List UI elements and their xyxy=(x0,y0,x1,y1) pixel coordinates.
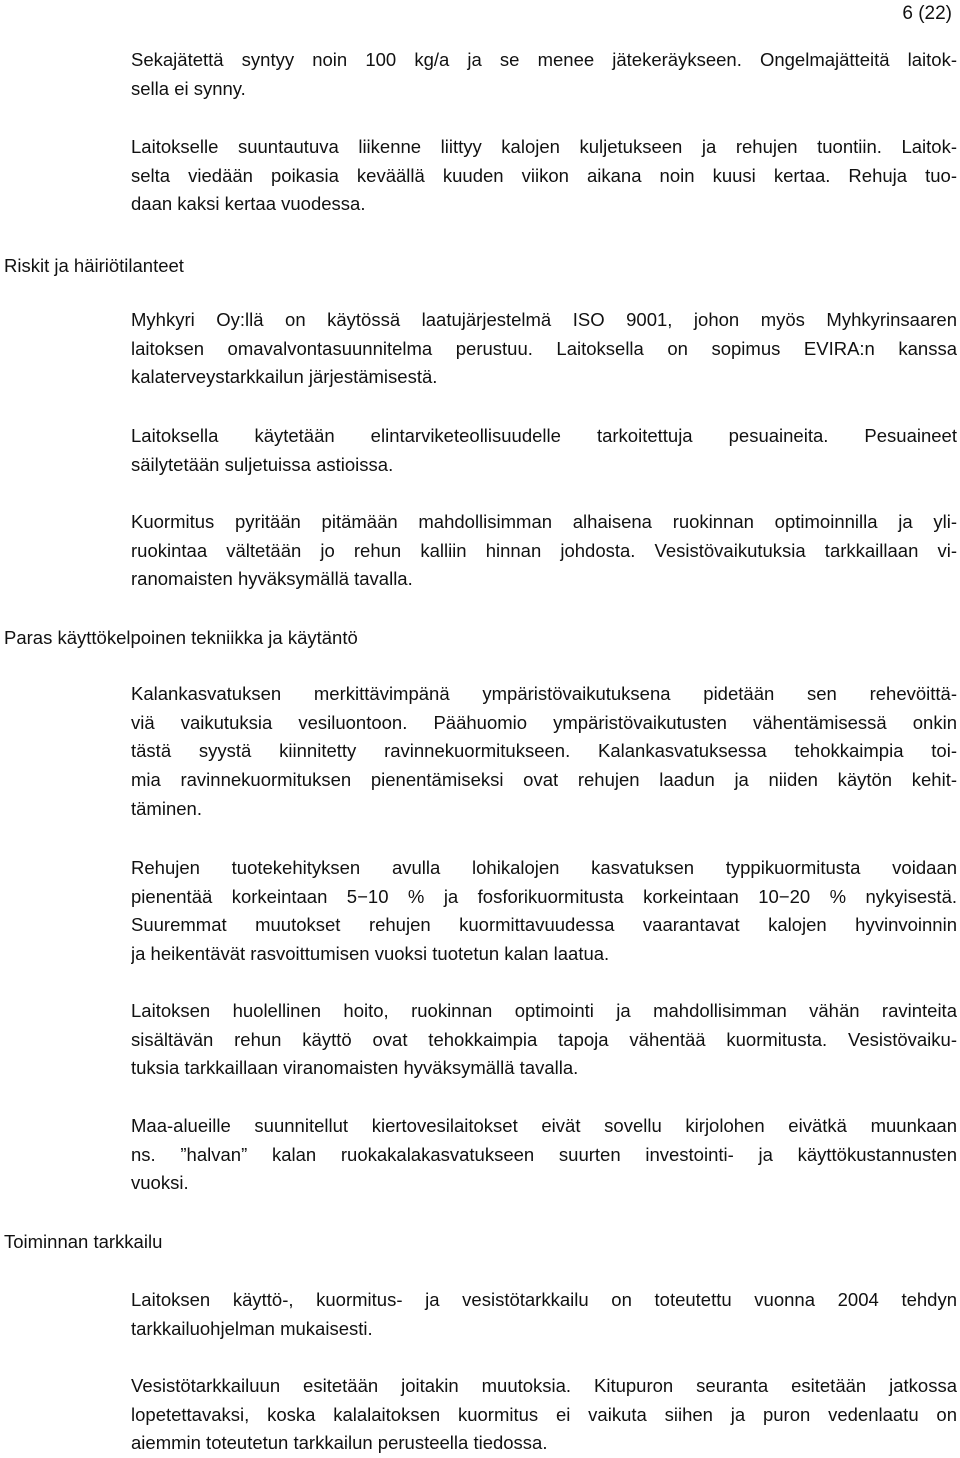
text-line: Vesistötarkkailuun esitetään joitakin muutoksia. Kitupuron seuranta esitetään jatkossa xyxy=(131,1375,957,1396)
text-line: selta viedään poikasia keväällä kuuden viikon aikana noin kuusi kertaa. Rehuja tuo- xyxy=(131,164,957,186)
text-line: ns. ”halvan” kalan ruokakalakasvatukseen suurten investointi- ja käyttökustannusten xyxy=(131,1143,957,1165)
section-heading-monitoring: Toiminnan tarkkailu xyxy=(4,1231,163,1252)
text-line: sisältävän rehun käyttö ovat tehokkaimpia tapoja vähentää kuormitusta. Vesistövaiku- xyxy=(131,1028,957,1050)
text-line: täminen. xyxy=(131,797,202,819)
paragraph-quality-system xyxy=(131,306,957,392)
text-line: ruokintaa vältetään jo rehun kalliin hinnan johdosta. Vesistövaikutuksia tarkkaillaan vi- xyxy=(131,539,957,561)
text-line: viä vaikutuksia vesiluontoon. Päähuomio ympäristövaikutusten vähentämisessä onkin xyxy=(131,711,957,733)
paragraph-monitoring-changes xyxy=(131,1372,957,1458)
text-line: Myhkyri Oy:llä on käytössä laatujärjestelmä ISO 9001, johon myös Myhkyrinsaaren xyxy=(131,309,957,330)
text-line: Kalankasvatuksen merkittävimpänä ympäristövaikutuksena pidetään sen rehevöittä- xyxy=(131,683,957,704)
paragraph-monitoring-program xyxy=(131,1286,957,1343)
text-line: Kuormitus pyritään pitämään mahdollisimman alhaisena ruokinnan optimoinnilla ja yli- xyxy=(131,511,957,532)
text-line: Rehujen tuotekehityksen avulla lohikalojen kasvatuksen typpikuormitusta voidaan xyxy=(131,857,957,878)
text-line: tarkkailuohjelman mukaisesti. xyxy=(131,1317,373,1339)
text-line: Laitoksen käyttö-, kuormitus- ja vesistötarkkailu on toteutettu vuonna 2004 tehdyn xyxy=(131,1289,957,1310)
text-line: tuksia tarkkaillaan viranomaisten hyväksymällä tavalla. xyxy=(131,1057,579,1079)
text-line: sella ei synny. xyxy=(131,77,246,99)
text-line: säilytetään suljetuissa astioissa. xyxy=(131,453,394,475)
text-line: daan kaksi kertaa vuodessa. xyxy=(131,193,366,215)
paragraph-recirculation xyxy=(131,1112,957,1198)
text-line: Laitoksella käytetään elintarviketeollisuudelle tarkoitettuja pesuaineita. Pesuaineet xyxy=(131,425,957,446)
text-line: ranomaisten hyväksymällä tavalla. xyxy=(131,568,413,590)
paragraph-loading xyxy=(131,508,957,594)
paragraph-environmental-impact xyxy=(131,680,957,824)
text-line: aiemmin toteutetun tarkkailun perusteella tiedossa. xyxy=(131,1432,548,1454)
text-line: Maa-alueille suunnitellut kiertovesilaitokset eivät sovellu kirjolohen eivätkä muunkaan xyxy=(131,1115,957,1136)
text-line: Laitoksen huolellinen hoito, ruokinnan optimointi ja mahdollisimman vähän ravinteita xyxy=(131,1000,957,1021)
text-line: tästä syystä kiinnitetty ravinnekuormitukseen. Kalankasvatuksessa tehokkaimpia toi- xyxy=(131,740,957,762)
text-line: pienentää korkeintaan 5−10 % ja fosforikuormitusta korkeintaan 10−20 % nykyisestä. xyxy=(131,885,957,907)
section-heading-risks: Riskit ja häiriötilanteet xyxy=(4,255,184,276)
paragraph-feed-development xyxy=(131,854,957,969)
text-line: Suuremmat muutokset rehujen kuormittavuudessa vaarantavat kalojen hyvinvoinnin xyxy=(131,914,957,936)
paragraph-detergents xyxy=(131,422,957,479)
page-number: 6 (22) xyxy=(902,3,952,24)
text-line: lopetettavaksi, koska kalalaitoksen kuormitus ei vaikuta siihen ja puron vedenlaatu on xyxy=(131,1403,957,1425)
text-line: Laitokselle suuntautuva liikenne liittyy kalojen kuljetukseen ja rehujen tuontiin. Laitok- xyxy=(131,136,957,157)
text-line: ja heikentävät rasvoittumisen vuoksi tuotetun kalan laatua. xyxy=(131,943,610,965)
text-line: kalaterveystarkkailun järjestämisestä. xyxy=(131,366,438,388)
text-line: Sekajätettä syntyy noin 100 kg/a ja se menee jätekeräykseen. Ongelmajätteitä laitok- xyxy=(131,49,957,70)
paragraph-maintenance xyxy=(131,997,957,1083)
paragraph-waste xyxy=(131,46,957,103)
text-line: mia ravinnekuormituksen pienentämiseksi ovat rehujen laadun ja niiden käytön kehit- xyxy=(131,769,957,791)
section-heading-bat: Paras käyttökelpoinen tekniikka ja käytäntö xyxy=(4,627,358,648)
text-line: laitoksen omavalvontasuunnitelma perustuu. Laitoksella on sopimus EVIRA:n kanssa xyxy=(131,337,957,359)
text-line: vuoksi. xyxy=(131,1172,189,1194)
paragraph-traffic xyxy=(131,133,957,219)
